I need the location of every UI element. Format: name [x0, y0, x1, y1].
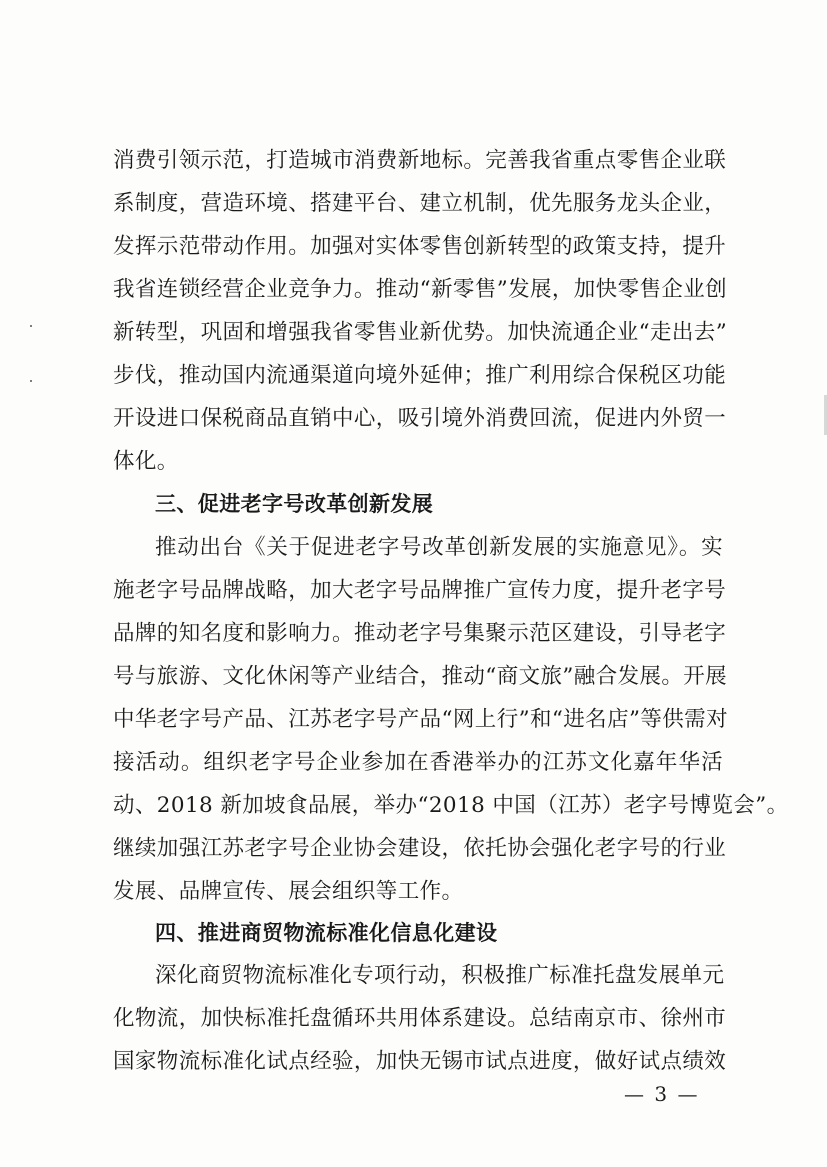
body-text-line: 化物流，加快标准托盘循环共用体系建设。总结南京市、徐州市 — [113, 1006, 727, 1031]
body-text-line: 动、2018 新加坡食品展，举办“2018 中国（江苏）老字号博览会”。 — [113, 793, 789, 818]
page-number: — 3 — — [624, 1082, 700, 1106]
body-text-line: 新转型，巩固和增强我省零售业新优势。加快流通企业“走出去” — [113, 320, 728, 345]
body-text-line: 体化。 — [113, 449, 179, 474]
section-heading: 四、推进商贸物流标准化信息化建设 — [155, 921, 498, 945]
body-text-line: 发展、品牌宣传、展会组织等工作。 — [113, 879, 464, 904]
body-text-line: 施老字号品牌战略，加大老字号品牌推广宣传力度，提升老字号 — [113, 578, 727, 603]
body-text-line: 系制度，营造环境、搭建平台、建立机制，优先服务龙头企业， — [113, 191, 727, 216]
body-text-line: 开设进口保税商品直销中心，吸引境外消费回流，促进内外贸一 — [113, 406, 727, 431]
section-heading: 三、促进老字号改革创新发展 — [155, 492, 434, 516]
scan-speck — [30, 325, 32, 327]
body-text-line: 国家物流标准化试点经验，加快无锡市试点进度，做好试点绩效 — [113, 1049, 727, 1074]
body-text-line: 中华老字号产品、江苏老字号产品“网上行”和“进名店”等供需对 — [113, 707, 728, 732]
body-text-line: 消费引领示范，打造城市消费新地标。完善我省重点零售企业联 — [113, 148, 727, 173]
body-text-line: 品牌的知名度和影响力。推动老字号集聚示范区建设，引导老字 — [113, 621, 727, 646]
body-text-line: 号与旅游、文化休闲等产业结合，推动“商文旅”融合发展。开展 — [113, 664, 728, 689]
body-text-line: 深化商贸物流标准化专项行动，积极推广标准托盘发展单元 — [155, 963, 725, 988]
body-text-line: 接活动。组织老字号企业参加在香港举办的江苏文化嘉年华活 — [113, 750, 723, 775]
body-text-line: 继续加强江苏老字号企业协会建设，依托协会强化老字号的行业 — [113, 836, 727, 861]
scan-speck — [30, 380, 32, 382]
body-text-line: 步伐，推动国内流通渠道向境外延伸；推广利用综合保税区功能 — [113, 363, 727, 388]
body-text-line: 我省连锁经营企业竞争力。推动“新零售”发展，加快零售企业创 — [113, 277, 728, 302]
body-text-line: 发挥示范带动作用。加强对实体零售创新转型的政策支持，提升 — [113, 234, 727, 259]
body-text-line: 推动出台《关于促进老字号改革创新发展的实施意见》。实 — [155, 535, 723, 560]
